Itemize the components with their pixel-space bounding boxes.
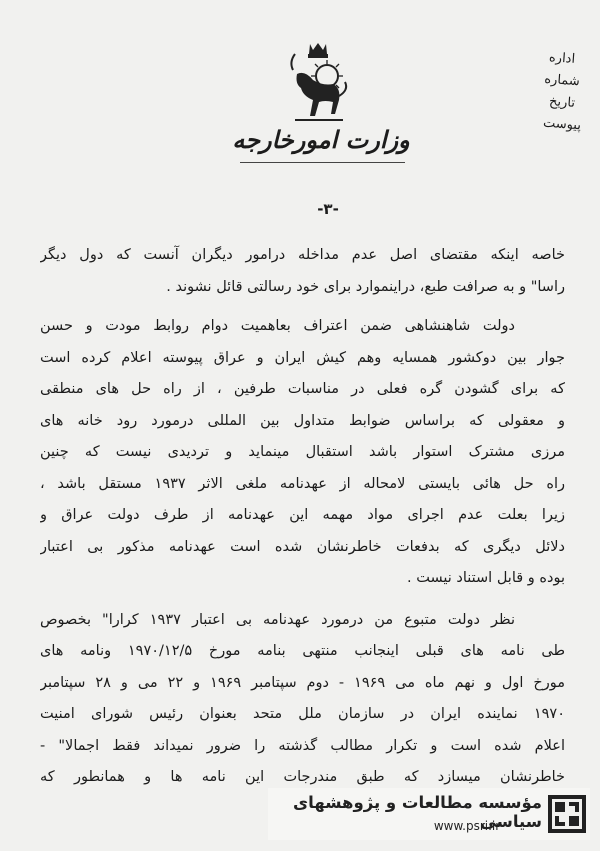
document-reference-labels <box>532 48 592 136</box>
body-line: ۱۹۷۰ نماینده ایران در سازمان ملل متحد بعنوان رئیس شورای امنیت <box>40 706 565 722</box>
page-number: -۳- <box>317 200 339 218</box>
body-line: بوده و قابل استناد نیست . <box>407 570 565 586</box>
department-label: اداره <box>548 50 576 67</box>
attachment-label: پیوست <box>542 115 582 134</box>
body-line: نظر دولت متبوع من درمورد عهدنامه بی اعتبار ۱۹۳۷ کرارا" بخصوص <box>40 611 515 628</box>
body-line: زیرا بعلت عدم اجرای مواد مهمه این عهدنامه از طرف دولت عراق و <box>40 507 565 523</box>
body-line: راه حل هائی بایستی لامحاله از عهدنامه ملغی الاثر ۱۹۳۷ مستقل باشد ، <box>40 475 565 492</box>
institute-logo-icon <box>548 795 586 833</box>
date-label: تاریخ <box>548 94 576 111</box>
body-line: جوار بین دوکشور همسایه وهم کیش ایران و عراق پیوسته اعلام کرده است <box>40 349 565 366</box>
body-line: خاصه اینکه مقتضای اصل عدم مداخله درامور دیگران آنست که دول دیگر <box>40 247 565 263</box>
lion-and-sun-emblem-icon <box>283 40 353 124</box>
body-line: دلائل دیگری که بدفعات خاطرنشان شده است عهدنامه مذکور بی اعتبار <box>40 538 565 555</box>
body-line: خاطرنشان میسازد که طبق مندرجات این نامه ها و همانطور که <box>40 769 565 785</box>
title-underline <box>240 162 405 163</box>
body-line: مورخ اول و نهم ماه می ۱۹۶۹ - دوم سپتامبر ۱۹۶۹ و ۲۲ می و ۲۸ سپتامبر <box>40 674 565 691</box>
body-line: اعلام شده است و تکرار مطالب گذشته را ضرور نمیداند فقط اجمالا" - <box>40 737 565 754</box>
body-line: طی نامه های قبلی اینجانب منتهی بنامه مورخ ۱۹۷۰/۱۲/۵ ونامه های <box>40 643 565 659</box>
body-line: راسا" و به صرافت طبع، دراینموارد برای خود رسالتی قائل نشوند . <box>166 278 565 295</box>
body-line: و معقولی که براساس ضوابط متداول بین المللی درمورد رود خانه های <box>40 412 565 429</box>
body-line: دولت شاهنشاهی ضمن اعتراف بعاهمیت دوام روابط مودت و حسن <box>40 318 515 334</box>
body-line: مرزی مشترک استوار باشد استقبال مینماید و تردیدی نیست که چنین <box>40 444 565 460</box>
number-label: شماره <box>543 71 581 90</box>
letter-body <box>40 240 565 794</box>
ministry-title: وزارت امورخارجه <box>232 125 410 154</box>
institute-url: www.psri.ir <box>433 819 501 833</box>
body-line: که برای گشودن گره فعلی در مناسبات طرفین ، از راه حل های منطقی <box>40 381 565 397</box>
institute-name: مؤسسه مطالعات و پژوهشهای سیاسی <box>293 793 542 831</box>
